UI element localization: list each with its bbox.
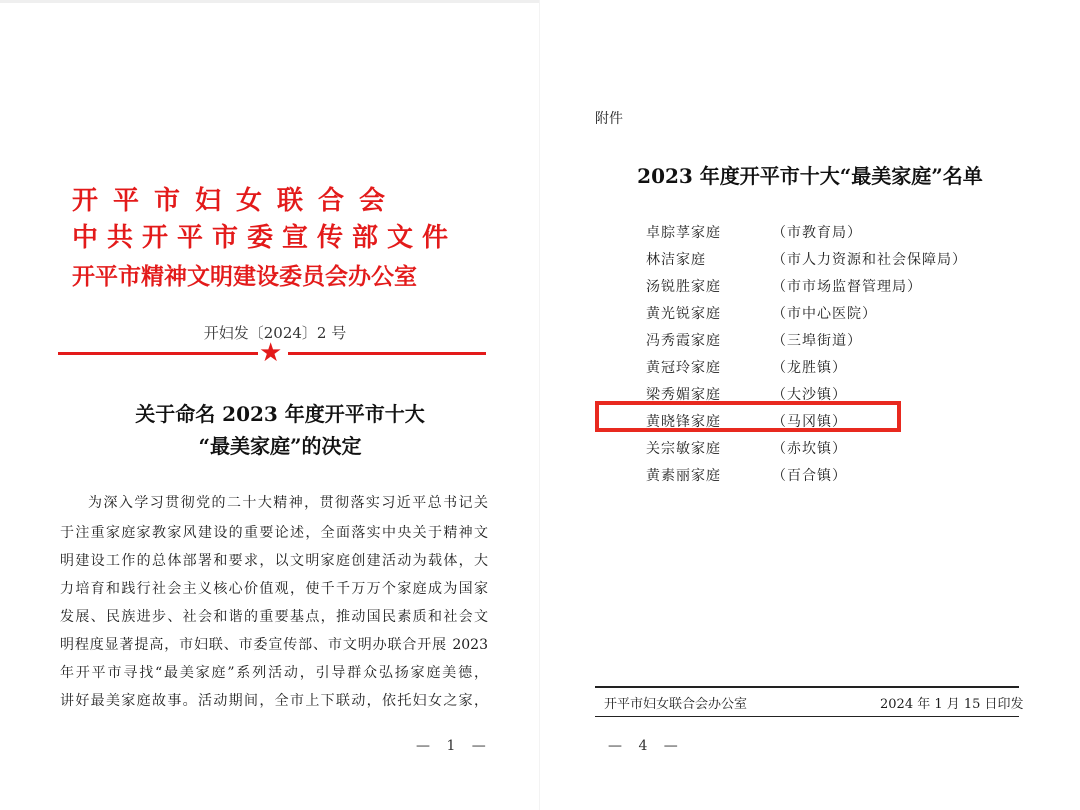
family-list-item: [540, 222, 1080, 246]
body-text-line: 于注重家庭家教家风建设的重要论述，全面落实中央关于精神文: [60, 525, 488, 541]
header-line-civilization-office: 开平市精神文明建设委员会办公室: [72, 264, 417, 290]
family-name: 关宗敏家庭: [646, 441, 721, 457]
star-icon: ★: [259, 338, 283, 368]
family-organization: （赤坎镇）: [772, 441, 847, 457]
document-title-line-2: “最美家庭”的决定: [198, 434, 362, 458]
highlight-annotation-box: [595, 401, 901, 432]
header-line-propaganda-department: 中共开平市委宣传部文件: [72, 223, 458, 253]
family-organization: （大沙镇）: [772, 387, 847, 403]
body-text-line: 力培育和践行社会主义核心价值观，使千千万万个家庭成为国家: [60, 581, 488, 597]
body-text-line: 明建设工作的总体部署和要求，以文明家庭创建活动为载体，大: [60, 553, 488, 569]
body-text-line: 发展、民族进步、社会和谐的重要基点，推动国民素质和社会文: [60, 609, 488, 625]
body-text-line: 为深入学习贯彻党的二十大精神，贯彻落实习近平总书记关: [88, 495, 488, 511]
body-text-line: 年开平市寻找“最美家庭”系列活动，引导群众弘扬家庭美德，: [60, 665, 488, 681]
list-title: 2023 年度开平市十大“最美家庭”名单: [637, 164, 983, 188]
red-rule-right: [288, 352, 486, 355]
family-list-item: [540, 330, 1080, 354]
family-organization: （百合镇）: [772, 468, 847, 484]
family-list-item: [540, 438, 1080, 462]
footer-rule-bottom: [595, 716, 1019, 717]
page-number: — 1 —: [416, 738, 492, 754]
top-edge-line: [0, 0, 540, 3]
annex-label: 附件: [595, 111, 623, 127]
family-name: 黄晓锋家庭: [646, 414, 721, 430]
family-name: 黄素丽家庭: [646, 468, 721, 484]
family-list-item: [540, 465, 1080, 489]
family-name: 黄冠玲家庭: [646, 360, 721, 376]
header-line-womens-federation: 开平市妇女联合会: [72, 186, 401, 216]
document-title-line-1: 关于命名 2023 年度开平市十大: [135, 402, 425, 426]
family-organization: （市教育局）: [772, 225, 862, 241]
issue-date: 2024 年 1 月 15 日印发: [880, 697, 1024, 712]
family-name: 梁秀媚家庭: [646, 387, 721, 403]
document-page-4: [540, 0, 1080, 810]
issuer-office: 开平市妇女联合会办公室: [604, 697, 748, 712]
red-rule-left: [58, 352, 258, 355]
footer-rule-top: [595, 686, 1019, 688]
family-organization: （市中心医院）: [772, 306, 877, 322]
body-text-line: 讲好最美家庭故事。活动期间，全市上下联动，依托妇女之家，: [60, 693, 488, 709]
page-number: — 4 —: [608, 738, 684, 754]
family-name: 黄光锐家庭: [646, 306, 721, 322]
body-text-line: 明程度显著提高，市妇联、市委宣传部、市文明办联合开展 2023: [60, 637, 488, 653]
family-organization: （龙胜镇）: [772, 360, 847, 376]
family-list-item: [540, 276, 1080, 300]
family-name: 林洁家庭: [646, 252, 706, 268]
family-name: 冯秀霞家庭: [646, 333, 721, 349]
family-name: 汤锐胜家庭: [646, 279, 721, 295]
family-list-item: [540, 249, 1080, 273]
document-number: 开妇发〔2024〕2 号: [203, 324, 347, 342]
family-name: 卓腙莩家庭: [646, 225, 721, 241]
family-list-item: [540, 357, 1080, 381]
family-organization: （市市场监督管理局）: [772, 279, 922, 295]
family-list-item: [540, 303, 1080, 327]
family-organization: （马冈镇）: [772, 414, 847, 430]
family-organization: （市人力资源和社会保障局）: [772, 252, 967, 268]
family-organization: （三埠街道）: [772, 333, 862, 349]
